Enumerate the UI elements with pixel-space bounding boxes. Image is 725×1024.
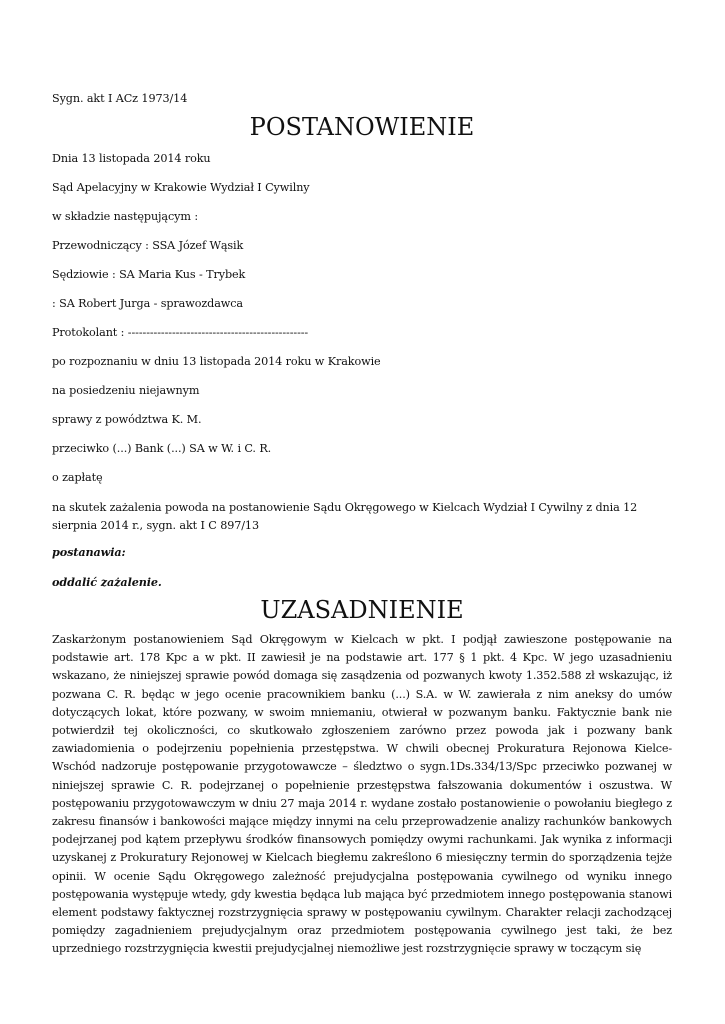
judges: Sędziowie : SA Maria Kus - Trybek [52, 268, 246, 281]
document-title: POSTANOWIENIE [249, 113, 475, 141]
defendants: przeciwko (...) Bank (...) SA w W. i C. R. [52, 442, 272, 455]
composition-intro: w składzie następującym : [52, 210, 199, 223]
ruling-label: postanawia: [52, 545, 126, 559]
decision-date: Dnia 13 listopada 2014 roku [52, 152, 211, 165]
case-signature: Sygn. akt I ACz 1973/14 [52, 92, 188, 105]
presiding-judge: Przewodniczący : SSA Józef Wąsik [52, 239, 244, 252]
court-name: Sąd Apelacyjny w Krakowie Wydział I Cywilny [52, 181, 310, 194]
justification-title: UZASADNIENIE [260, 596, 464, 624]
rapporteur: : SA Robert Jurga - sprawozdawca [52, 297, 243, 310]
appeal-basis: na skutek zażalenia powoda na postanowienie Sądu Okręgowego w Kielcach Wydział I Cywilny z dnia 12 sierpnia 2014 r., sygn. akt I C 897/13 [52, 501, 638, 532]
ruling-text: oddalić zażalenie. [52, 575, 162, 589]
session-type: na posiedzeniu niejawnym [52, 384, 200, 397]
claimant: sprawy z powództwa K. M. [52, 413, 202, 426]
clerk: Protokolant : ------------------------------------------------- [52, 326, 309, 339]
case-subject: o zapłatę [52, 471, 103, 484]
justification-text: Zaskarżonym postanowieniem Sąd Okręgowym w Kielcach w pkt. I podjął zawieszone postępowanie na podstawie art. 178 Kpc a w pkt. II zawiesił je na podstawie art. 177 § 1 pkt. 4 Kpc. W jego uzasadnieniu wskazano, że niniejszej sprawie powód domaga się zasądzenia od pozwanych kwoty 1.352.588 zł wskazując, iż pozwana C. R. będąc w jego ocenie pracownikiem banku (...) S.A. w W. zawierała z nim aneksy do umów dotyczących lokat, które pozwany, w swoim mniemaniu, otwierał w pozwanym banku. Faktycznie bank nie potwierdził tej okoliczności, co skutkowało zgłoszeniem zarówno przez powoda jak i pozwany bank zawiadomienia o podejrzeniu popełnienia przestępstwa. W chwili obecnej Prokuratura Rejonowa Kielce-Wschód nadzoruje postępowanie przygotowawcze – śledztwo o sygn.1Ds.334/13/Spc przeciwko pozwanej w niniejszej sprawie C. R. podejrzanej o popełnienie przestępstwa fałszowania dokumentów i oszustwa. W postępowaniu przygotowawczym w dniu 27 maja 2014 r. wydane zostało postanowienie o powołaniu biegłego z zakresu finansów i bankowości mające między innymi na celu przeprowadzenie analizy rachunków bankowych podejrzanej pod kątem przepływu środków finansowych pomiędzy owymi rachunkami. Jak wynika z informacji uzyskanej z Prokuratury Rejonowej w Kielcach biegłemu zakreślono 6 miesięczny termin do sporządzenia tejże opinii. W ocenie Sądu Okręgowego zależność prejudycjalna postępowania cywilnego od wyniku innego postępowania występuje wtedy, gdy kwestia będąca lub mająca być przedmiotem innego postępowania stanowi element podstawy faktycznej rozstrzygnięcia sprawy w postępowaniu cywilnym. Charakter relacji zachodzącej pomiędzy zagadnieniem prejudycjalnym oraz przedmiotem postępowania cywilnego jest taki, że bez uprzedniego rozstrzygnięcia kwestii prejudycjalnej niemożliwe jest rozstrzygnięcie sprawy w toczącym się [52, 633, 672, 956]
hearing-info: po rozpoznaniu w dniu 13 listopada 2014 roku w Krakowie [52, 355, 381, 368]
